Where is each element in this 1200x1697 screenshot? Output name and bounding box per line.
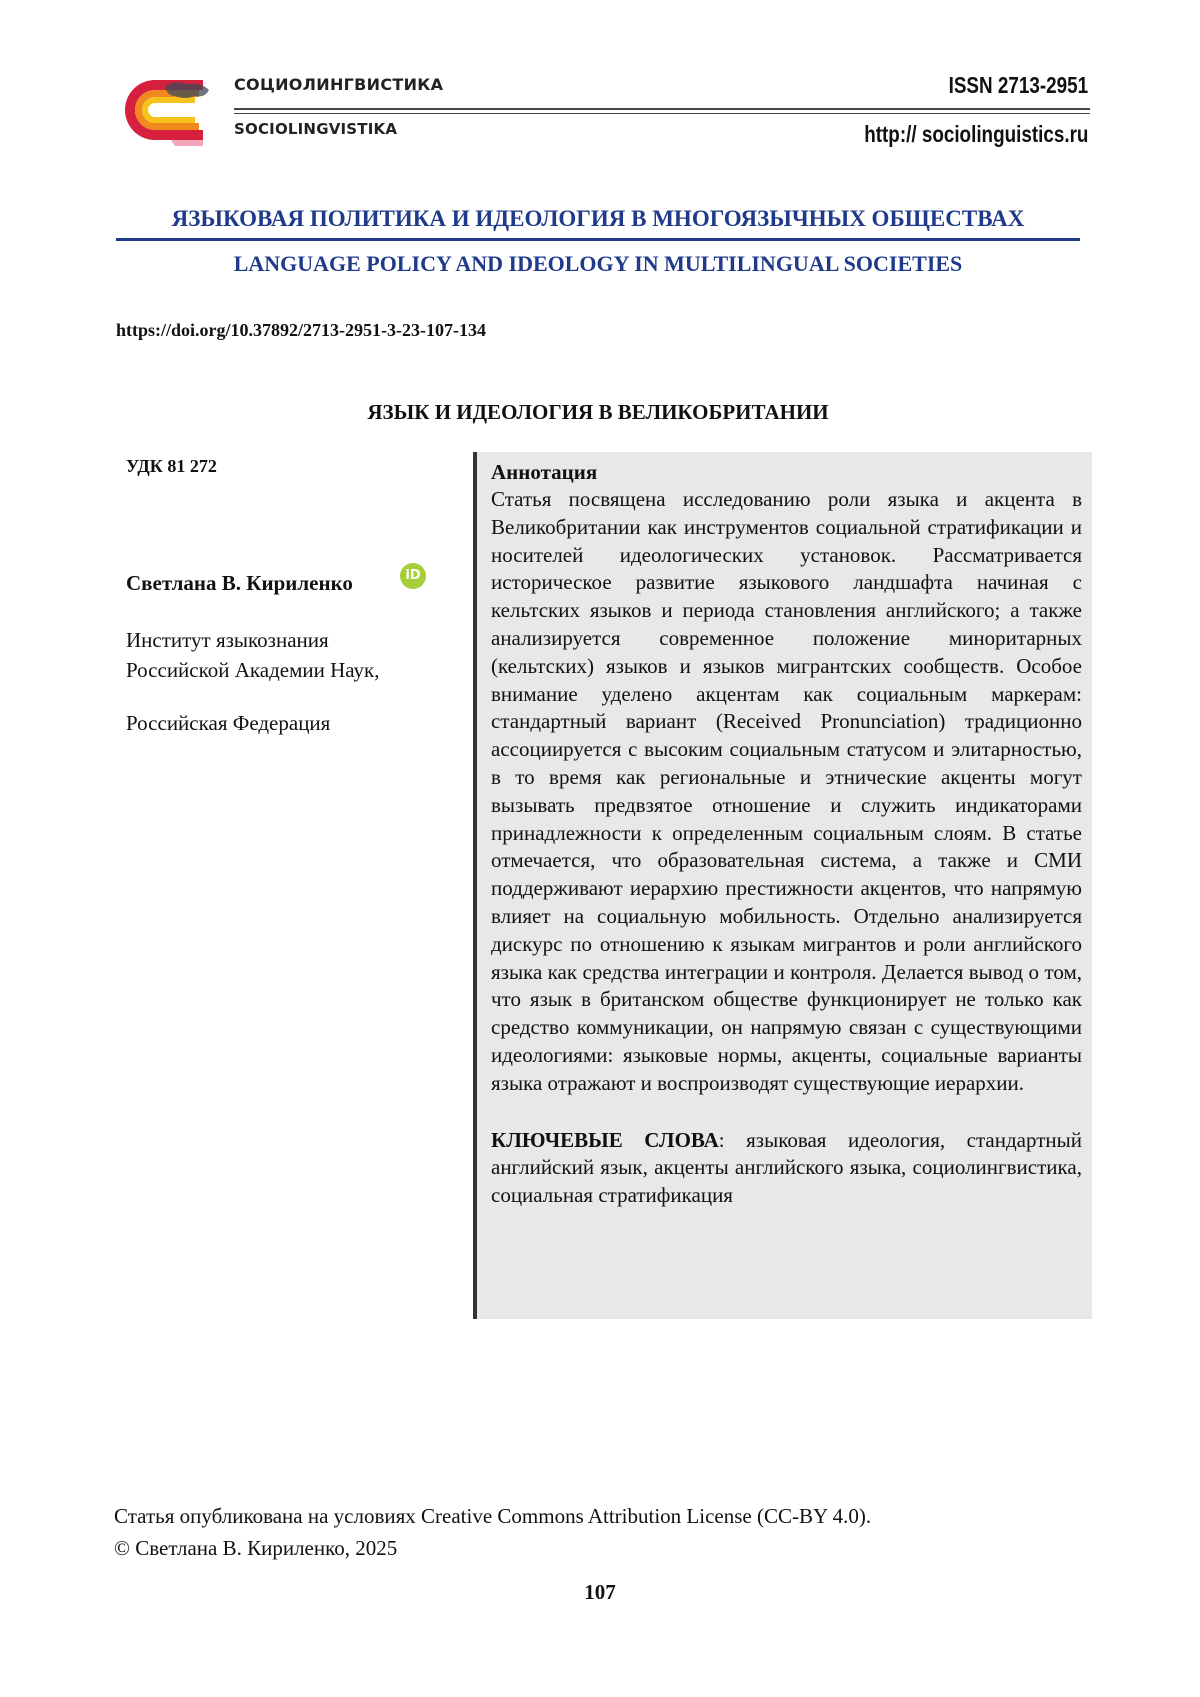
keywords-label: КЛЮЧЕВЫЕ СЛОВА — [491, 1127, 719, 1152]
section-divider — [116, 238, 1080, 241]
journal-name-ru: СОЦИОЛИНГВИСТИКА — [234, 75, 444, 94]
author-name: Светлана В. Кириленко — [126, 571, 353, 595]
affiliation-line: Институт языкознания — [126, 628, 329, 652]
section-title-en: LANGUAGE POLICY AND IDEOLOGY IN MULTILINGUAL SOCIETIES — [233, 251, 963, 276]
doi-link[interactable]: https://doi.org/10.37892/2713-2951-3-23-107-134 — [116, 320, 486, 340]
orcid-icon[interactable]: iD — [400, 563, 426, 589]
affiliation-line: Российской Академии Наук, — [126, 658, 380, 682]
keywords-list: языковая идеология, стандартный английский язык, акценты английского языка, социолингвистика, социальная стратификация — [491, 1127, 1082, 1208]
copyright: © Светлана В. Кириленко, 2025 — [114, 1536, 398, 1560]
header-divider-thin — [234, 113, 1090, 114]
section-title-ru: ЯЗЫКОВАЯ ПОЛИТИКА И ИДЕОЛОГИЯ В МНОГОЯЗЫЧНЫХ ОБЩЕСТВАХ — [171, 206, 1025, 231]
article-title: ЯЗЫК И ИДЕОЛОГИЯ В ВЕЛИКОБРИТАНИИ — [367, 400, 829, 424]
journal-website-link[interactable]: http:// sociolinguistics.ru — [863, 121, 1088, 147]
issn: ISSN 2713-2951 — [948, 72, 1088, 98]
journal-name-en: SOCIOLINGVISTIKA — [234, 120, 398, 138]
udk-code: УДК 81 272 — [126, 456, 217, 476]
header-divider — [234, 108, 1090, 110]
abstract-box — [473, 452, 1092, 1319]
page-number: 107 — [584, 1580, 616, 1604]
abstract-text: Статья посвящена исследованию роли языка и акцента в Великобритании как инструментов социальной стратификации и носителей идеологических установок. Рассматривается историческое развитие языкового ландшафта начиная с кельтских языков и периода становления английского; а также анализируется современное положение миноритарных (кельтских) языков и языков мигрантских сообществ. Особое внимание уделено акцентам как социальным маркерам: стандартный вариант (Received Pronunciation) традиционно ассоциируется с высоким социальным статусом и элитарностью, в то время как региональные и этнические акценты могут вызывать предвзятое отношение и служить индикаторами принадлежности к определенным социальным слоям. В статье отмечается, что образовательная система, а также и СМИ поддерживают иерархию престижности акцентов, что напрямую влияет на социальную мобильность. Отдельно анализируется дискурс по отношению к языкам мигрантов и роли английского языка как средства интеграции и контроля. Делается вывод о том, что язык в британском обществе функционирует не только как средство коммуникации, он напрямую связан с существующими идеологиями: языковые нормы, акценты, социальные варианты языка отражают и воспроизводят существующие иерархии. — [491, 487, 1082, 1095]
affiliation — [126, 625, 380, 685]
country: Российская Федерация — [126, 711, 331, 735]
keywords-separator: : — [718, 1127, 725, 1152]
keywords — [491, 1127, 1082, 1210]
abstract-heading: Аннотация — [491, 460, 598, 484]
journal-logo-icon — [113, 74, 213, 146]
license-note: Статья опубликована на условиях Creative Commons Attribution License (CC-BY 4.0). — [114, 1504, 872, 1528]
